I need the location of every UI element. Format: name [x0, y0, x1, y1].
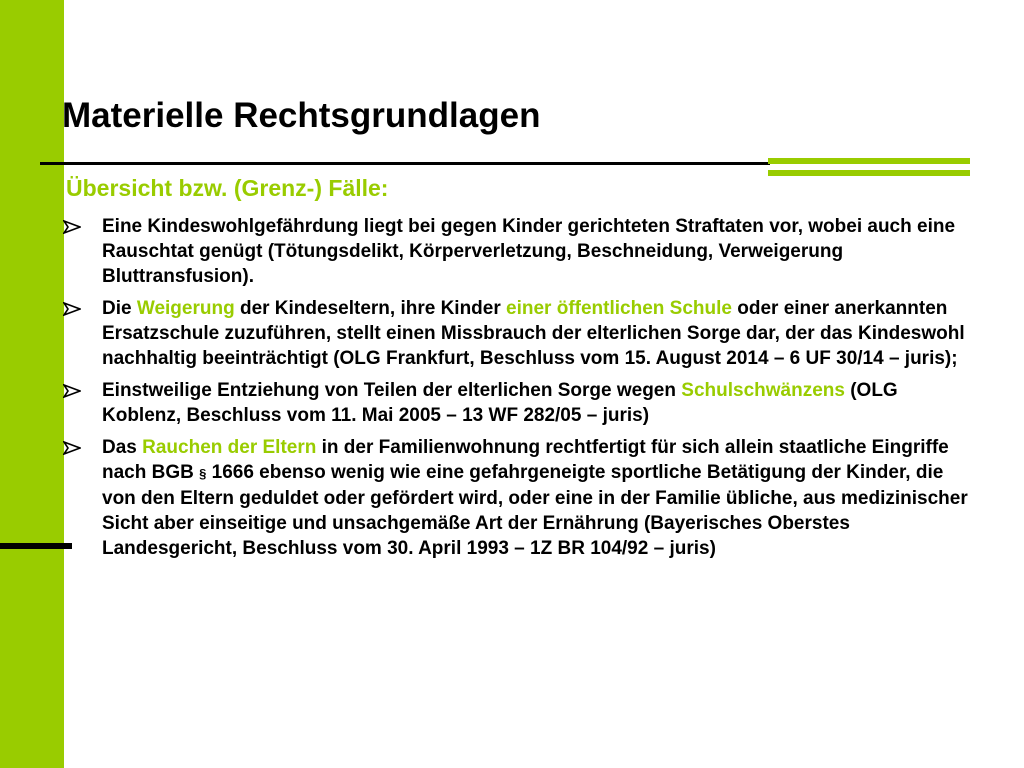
- arrowhead-bullet-icon: [63, 220, 81, 234]
- accent-rule-top: [768, 158, 970, 164]
- highlight-text: einer öffentlichen Schule: [506, 298, 732, 319]
- slide-title: Materielle Rechtsgrundlagen: [62, 96, 541, 135]
- slide-subtitle: Übersicht bzw. (Grenz-) Fälle:: [66, 175, 389, 201]
- highlight-text: Schulschwänzens: [681, 380, 845, 401]
- arrowhead-bullet-icon: [63, 441, 81, 455]
- bullet-item-3: [60, 378, 980, 428]
- bullet-text: (OLG Koblenz, Beschluss vom 11. Mai 2005 – 13 WF 282/05 – juris): [102, 380, 898, 426]
- bullet-text: 1666 ebenso wenig wie eine gefahrgeneigte sportliche Betätigung der Kinder, die von den Eltern geduldet oder gefördert wird, oder eine in der Familie übliche, aus medizinischer Sicht aber einseitige und unsachgemäße Art der Ernährung (Bayerisches Oberstes Landesgericht, Beschluss vom 30. April 1993 – 1Z BR 104/92 – juris): [102, 462, 968, 559]
- bullet-text: Eine Kindeswohlgefährdung liegt bei gegen Kinder gerichteten Straftaten vor, wobei auch eine Rauschtat genügt (Tötungsdelikt, Körperverletzung, Beschneidung, Verweigerung Bluttransfusion).: [102, 216, 956, 287]
- highlight-text: Weigerung: [136, 298, 235, 319]
- bullet-text: Das: [102, 437, 143, 458]
- bullet-item-2: [60, 296, 980, 371]
- accent-rule-bottom: [768, 170, 970, 176]
- bullet-item-1: [60, 214, 980, 289]
- bullet-list: [60, 214, 980, 568]
- paragraph-sign: §: [199, 466, 207, 481]
- arrowhead-bullet-icon: [63, 302, 81, 316]
- bullet-text: der Kindeseltern, ihre Kinder: [234, 298, 507, 319]
- title-underline: [40, 162, 770, 165]
- bullet-text: Die: [102, 298, 137, 319]
- left-accent-bar: [0, 0, 64, 768]
- bullet-text: oder einer anerkannten Ersatzschule zuzuführen, stellt einen Missbrauch der elterlichen Sorge dar, der das Kindeswohl nachhaltig beeinträchtigt (OLG Frankfurt, Beschluss vom 15. August 2014 – 6 UF 30/14 – juris);: [102, 298, 965, 369]
- highlight-text: Rauchen der Eltern: [142, 437, 317, 458]
- bullet-item-4: [60, 435, 980, 561]
- arrowhead-bullet-icon: [63, 384, 81, 398]
- bullet-text: Einstweilige Entziehung von Teilen der elterlichen Sorge wegen: [102, 380, 682, 401]
- bullet-text: in der Familienwohnung rechtfertigt für sich allein staatliche Eingriffe nach BGB: [102, 437, 949, 483]
